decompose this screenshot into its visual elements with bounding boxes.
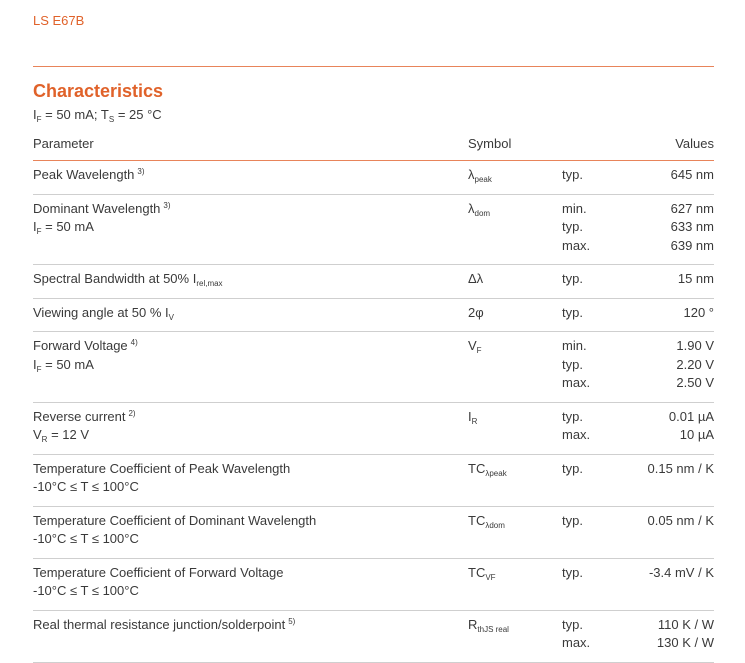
parameter-text: I <box>33 219 37 234</box>
parameter-line <box>33 408 136 427</box>
row-symbol <box>468 304 484 323</box>
cond-ts: T <box>100 107 109 122</box>
footnote-ref: 3) <box>137 167 145 176</box>
qualifier: typ. <box>562 460 583 476</box>
qualifier: typ. <box>562 616 583 632</box>
parameter-text: -10°C ≤ T ≤ 100°C <box>33 583 139 598</box>
parameter-line <box>33 218 171 237</box>
value: 130 K / W <box>656 635 714 650</box>
row-values <box>671 166 714 185</box>
table-row <box>33 455 714 507</box>
row-symbol <box>468 460 507 479</box>
qualifier: max. <box>562 635 591 650</box>
value: 633 nm <box>670 219 714 234</box>
row-qualifiers <box>562 304 583 323</box>
row-symbol <box>468 616 509 635</box>
cond-if-val: = 50 mA; <box>41 107 101 122</box>
symbol-base: TC <box>468 512 486 528</box>
qualifier: min. <box>562 338 587 353</box>
value: 0.01 µA <box>668 408 714 424</box>
section-title: Characteristics <box>33 81 164 101</box>
row-values <box>648 512 714 531</box>
symbol-subscript: λdom <box>485 520 505 530</box>
cond-ts-sub: S <box>108 115 115 124</box>
symbol-subscript: F <box>476 346 482 355</box>
row-parameter <box>33 304 174 323</box>
parameter-line <box>33 530 316 549</box>
qualifier: typ. <box>562 408 583 424</box>
qualifier: typ. <box>562 167 583 182</box>
parameter-text: Spectral Bandwidth at 50% I <box>33 271 197 286</box>
symbol-subscript: R <box>471 416 478 426</box>
value: 2.50 V <box>676 375 714 390</box>
parameter-line <box>33 564 284 583</box>
row-values <box>649 564 714 583</box>
parameter-text: Forward Voltage <box>33 338 128 353</box>
qualifier: typ. <box>562 304 583 320</box>
parameter-line <box>33 166 145 185</box>
row-parameter <box>33 460 290 497</box>
value: 1.90 V <box>676 338 714 353</box>
parameter-text: I <box>33 356 37 372</box>
parameter-line <box>33 582 284 601</box>
symbol-base: Δλ <box>468 271 484 286</box>
row-parameter <box>33 564 284 601</box>
row-symbol <box>468 408 477 427</box>
row-values <box>671 200 714 256</box>
row-symbol <box>468 564 496 583</box>
characteristics-table <box>33 133 714 663</box>
footnote-ref: 3) <box>163 200 171 210</box>
footnote-ref: 5) <box>288 616 296 626</box>
row-values <box>678 270 714 289</box>
row-qualifiers <box>562 270 583 289</box>
row-qualifiers <box>562 337 590 393</box>
row-symbol <box>468 166 492 185</box>
row-parameter <box>33 408 136 445</box>
parameter-value: = 12 V <box>47 427 90 442</box>
cond-ts-val: = 25 °C <box>114 107 162 122</box>
parameter-subscript: R <box>41 435 48 444</box>
qualifier: max. <box>562 237 591 253</box>
parameter-text: -10°C ≤ T ≤ 100°C <box>33 479 139 494</box>
parameter-line <box>33 304 174 323</box>
parameter-line <box>33 200 171 219</box>
parameter-text: Viewing angle at 50 % I <box>33 304 169 320</box>
symbol-base: R <box>468 616 478 632</box>
symbol-subscript: dom <box>474 208 491 218</box>
row-qualifiers <box>562 200 590 256</box>
top-rule <box>33 66 714 67</box>
header-symbol: Symbol <box>468 136 512 151</box>
row-values <box>683 304 714 323</box>
symbol-subscript: λpeak <box>485 468 507 478</box>
table-row <box>33 403 714 455</box>
test-conditions <box>33 107 162 122</box>
row-values <box>669 408 714 445</box>
parameter-line <box>33 478 290 497</box>
symbol-base: I <box>468 408 472 424</box>
qualifier: typ. <box>562 564 583 580</box>
value: 2.20 V <box>676 356 714 372</box>
symbol-base: V <box>468 338 477 353</box>
cond-if: I <box>33 107 37 122</box>
row-values <box>676 337 714 393</box>
symbol-subscript: thJS real <box>477 624 509 634</box>
row-parameter <box>33 337 138 374</box>
row-parameter <box>33 616 295 635</box>
table-row <box>33 559 714 611</box>
qualifier: typ. <box>562 356 583 372</box>
row-symbol <box>468 337 482 356</box>
parameter-text: Temperature Coefficient of Peak Wavelength <box>33 460 291 476</box>
row-symbol <box>468 200 490 219</box>
row-qualifiers <box>562 166 583 185</box>
qualifier: min. <box>562 200 587 216</box>
value: 0.05 nm / K <box>647 512 714 528</box>
qualifier: max. <box>562 375 591 390</box>
parameter-subscript: V <box>168 312 174 322</box>
parameter-text: Temperature Coefficient of Dominant Wavelength <box>33 512 317 528</box>
table-row <box>33 332 714 403</box>
parameter-value: = 50 mA <box>41 219 94 234</box>
row-parameter <box>33 200 171 237</box>
symbol-base: λ <box>468 200 475 216</box>
row-qualifiers <box>562 408 590 445</box>
parameter-subscript: F <box>36 227 42 236</box>
symbol-base: λ <box>468 167 475 182</box>
value: 110 K / W <box>657 616 714 632</box>
parameter-line <box>33 337 138 356</box>
footnote-ref: 2) <box>128 408 136 418</box>
row-parameter <box>33 166 145 185</box>
row-qualifiers <box>562 564 583 583</box>
symbol-base: 2φ <box>468 304 484 320</box>
parameter-line <box>33 270 223 289</box>
parameter-text: Peak Wavelength <box>33 167 135 182</box>
table-row <box>33 611 714 663</box>
table-header <box>33 133 714 161</box>
parameter-value: = 50 mA <box>41 356 94 372</box>
row-values <box>657 616 714 653</box>
row-qualifiers <box>562 616 590 653</box>
qualifier: max. <box>562 427 591 442</box>
header-values: Values <box>675 136 714 151</box>
row-qualifiers <box>562 460 583 479</box>
parameter-text: -10°C ≤ T ≤ 100°C <box>33 531 139 546</box>
parameter-text: Temperature Coefficient of Forward Voltage <box>33 564 284 580</box>
value: 0.15 nm / K <box>647 460 714 476</box>
table-row <box>33 265 714 299</box>
parameter-subscript: rel,max <box>196 279 223 288</box>
parameter-text: Dominant Wavelength <box>33 200 161 216</box>
value: 639 nm <box>670 237 714 253</box>
symbol-base: TC <box>468 564 486 580</box>
parameter-text: V <box>33 427 42 442</box>
symbol-subscript: peak <box>474 175 492 184</box>
table-row <box>33 299 714 333</box>
value: 120 ° <box>683 304 714 320</box>
table-row <box>33 195 714 266</box>
footnote-ref: 4) <box>130 338 138 347</box>
row-parameter <box>33 512 316 549</box>
parameter-line <box>33 616 295 635</box>
qualifier: typ. <box>562 512 583 528</box>
value: 10 µA <box>679 427 714 442</box>
parameter-line <box>33 356 138 375</box>
header-parameter: Parameter <box>33 136 94 151</box>
part-number: LS E67B <box>33 13 85 28</box>
cond-if-sub: F <box>36 115 42 124</box>
qualifier: typ. <box>562 219 583 234</box>
table-row <box>33 161 714 195</box>
value: -3.4 mV / K <box>648 564 714 580</box>
row-symbol <box>468 512 505 531</box>
row-values <box>648 460 714 479</box>
parameter-text: Reverse current <box>33 408 126 424</box>
parameter-line <box>33 512 316 531</box>
table-row <box>33 507 714 559</box>
row-symbol <box>468 270 483 289</box>
symbol-base: TC <box>468 460 486 476</box>
value: 645 nm <box>670 167 714 182</box>
symbol-subscript: VF <box>485 572 496 582</box>
value: 15 nm <box>677 271 714 286</box>
row-parameter <box>33 270 223 289</box>
qualifier: typ. <box>562 271 583 286</box>
parameter-subscript: F <box>36 364 42 374</box>
parameter-text: Real thermal resistance junction/solderpoint <box>33 616 286 632</box>
parameter-line <box>33 460 290 479</box>
value: 627 nm <box>670 200 714 216</box>
parameter-line <box>33 426 136 445</box>
row-qualifiers <box>562 512 583 531</box>
